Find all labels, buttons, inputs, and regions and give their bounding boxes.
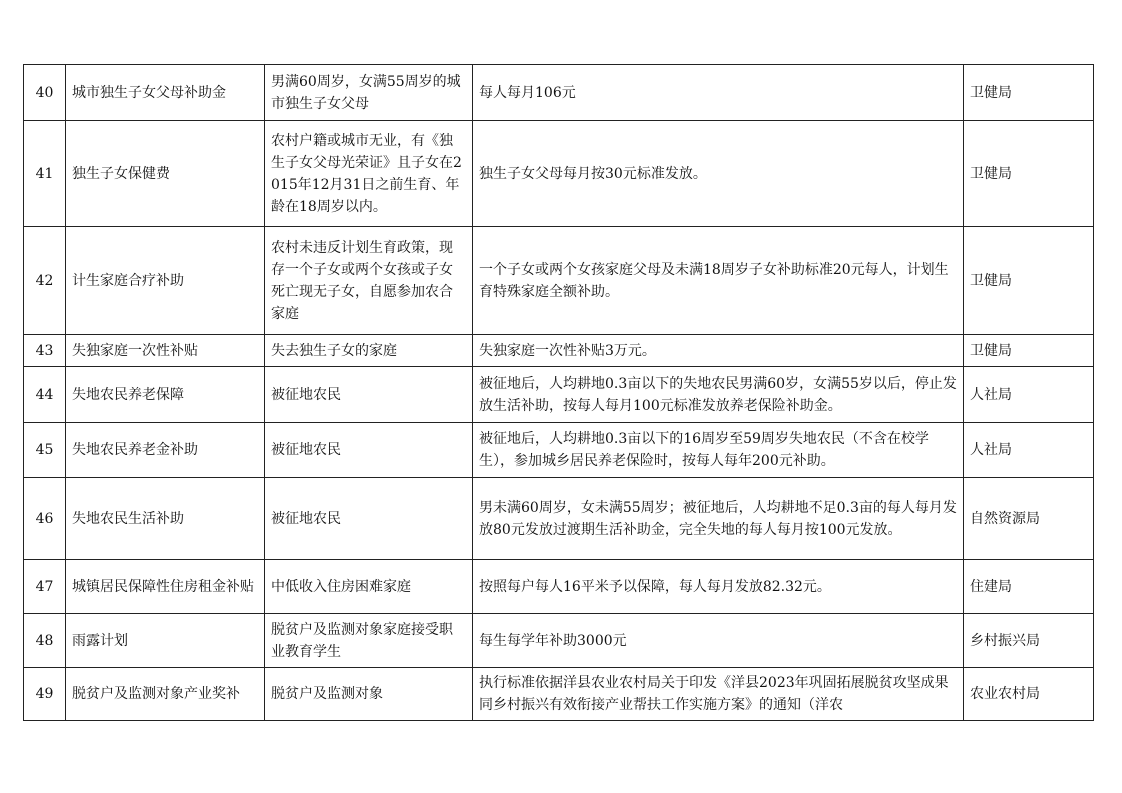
subsidy-standard: 男未满60周岁，女未满55周岁；被征地后，人均耕地不足0.3亩的每人每月发放80元发放过渡期生活补助金，完全失地的每人每月按100元发放。 [473, 478, 964, 560]
eligibility-condition: 被征地农民 [265, 478, 473, 560]
item-name: 失独家庭一次性补贴 [66, 335, 265, 367]
item-name: 城市独生子女父母补助金 [66, 65, 265, 121]
table-row [24, 614, 1094, 668]
subsidy-standard: 每人每月106元 [473, 65, 964, 121]
responsible-department: 卫健局 [964, 227, 1094, 335]
row-number: 40 [24, 65, 66, 121]
eligibility-condition: 农村户籍或城市无业，有《独生子女父母光荣证》且子女在2015年12月31日之前生育、年龄在18周岁以内。 [265, 121, 473, 227]
eligibility-condition: 被征地农民 [265, 367, 473, 423]
item-name: 计生家庭合疗补助 [66, 227, 265, 335]
table-row [24, 423, 1094, 478]
responsible-department: 自然资源局 [964, 478, 1094, 560]
table-row [24, 65, 1094, 121]
responsible-department: 住建局 [964, 560, 1094, 614]
row-number: 42 [24, 227, 66, 335]
subsidy-standard: 独生子女父母每月按30元标准发放。 [473, 121, 964, 227]
eligibility-condition: 被征地农民 [265, 423, 473, 478]
responsible-department: 卫健局 [964, 335, 1094, 367]
subsidy-standard: 被征地后，人均耕地0.3亩以下的16周岁至59周岁失地农民（不含在校学生），参加城乡居民养老保险时，按每人每年200元补助。 [473, 423, 964, 478]
table-row [24, 227, 1094, 335]
eligibility-condition: 中低收入住房困难家庭 [265, 560, 473, 614]
table-row [24, 560, 1094, 614]
table-row [24, 367, 1094, 423]
table-row [24, 121, 1094, 227]
subsidy-standard: 失独家庭一次性补贴3万元。 [473, 335, 964, 367]
responsible-department: 农业农村局 [964, 668, 1094, 721]
eligibility-condition: 农村未违反计划生育政策，现存一个子女或两个女孩或子女死亡现无子女，自愿参加农合家庭 [265, 227, 473, 335]
item-name: 脱贫户及监测对象产业奖补 [66, 668, 265, 721]
row-number: 49 [24, 668, 66, 721]
row-number: 47 [24, 560, 66, 614]
eligibility-condition: 男满60周岁，女满55周岁的城市独生子女父母 [265, 65, 473, 121]
eligibility-condition: 脱贫户及监测对象 [265, 668, 473, 721]
row-number: 45 [24, 423, 66, 478]
responsible-department: 卫健局 [964, 65, 1094, 121]
subsidy-standard: 一个子女或两个女孩家庭父母及未满18周岁子女补助标准20元每人，计划生育特殊家庭全额补助。 [473, 227, 964, 335]
row-number: 48 [24, 614, 66, 668]
responsible-department: 人社局 [964, 367, 1094, 423]
table-row [24, 335, 1094, 367]
subsidy-standard: 每生每学年补助3000元 [473, 614, 964, 668]
row-number: 46 [24, 478, 66, 560]
item-name: 失地农民养老金补助 [66, 423, 265, 478]
row-number: 41 [24, 121, 66, 227]
item-name: 城镇居民保障性住房租金补贴 [66, 560, 265, 614]
subsidy-standard: 被征地后，人均耕地0.3亩以下的失地农民男满60岁，女满55岁以后，停止发放生活补助，按每人每月100元标准发放养老保险补助金。 [473, 367, 964, 423]
subsidy-policy-table [23, 64, 1094, 721]
eligibility-condition: 脱贫户及监测对象家庭接受职业教育学生 [265, 614, 473, 668]
table-row [24, 478, 1094, 560]
item-name: 独生子女保健费 [66, 121, 265, 227]
table-row [24, 668, 1094, 721]
subsidy-standard: 按照每户每人16平米予以保障，每人每月发放82.32元。 [473, 560, 964, 614]
responsible-department: 卫健局 [964, 121, 1094, 227]
responsible-department: 人社局 [964, 423, 1094, 478]
item-name: 失地农民生活补助 [66, 478, 265, 560]
eligibility-condition: 失去独生子女的家庭 [265, 335, 473, 367]
item-name: 失地农民养老保障 [66, 367, 265, 423]
row-number: 44 [24, 367, 66, 423]
row-number: 43 [24, 335, 66, 367]
item-name: 雨露计划 [66, 614, 265, 668]
subsidy-standard: 执行标准依据洋县农业农村局关于印发《洋县2023年巩固拓展脱贫攻坚成果同乡村振兴有效衔接产业帮扶工作实施方案》的通知（洋农 [473, 668, 964, 721]
responsible-department: 乡村振兴局 [964, 614, 1094, 668]
